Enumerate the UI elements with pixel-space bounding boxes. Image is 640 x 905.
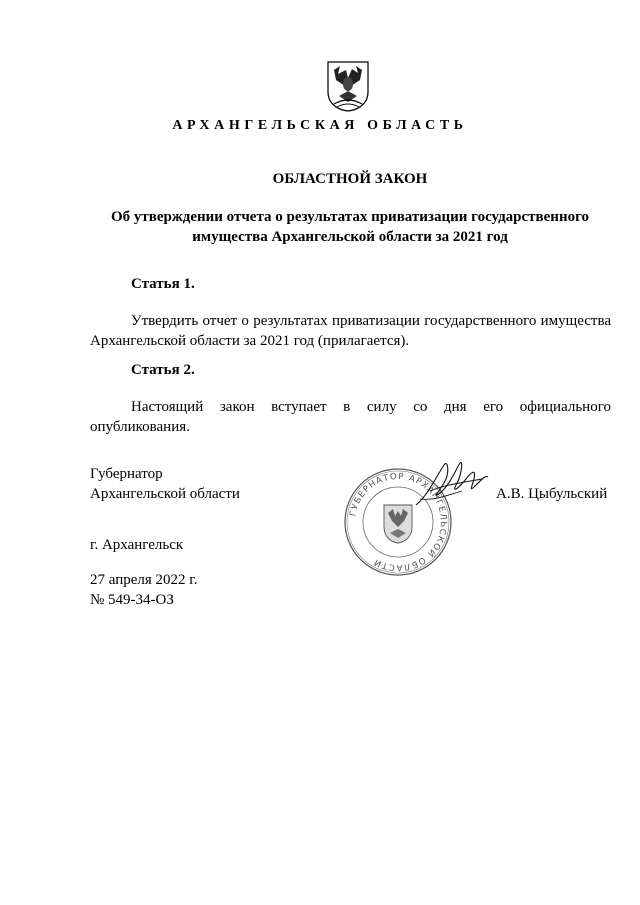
article-1-text: Утвердить отчет о результатах приватизации государственного имущества Архангельской области за 2021 год (прилагается).	[90, 313, 611, 349]
signatory-name: А.В. Цыбульский	[496, 486, 608, 502]
region-title: АРХАНГЕЛЬСКАЯ ОБЛАСТЬ	[172, 118, 468, 133]
signatory-position-line1: Губернатор	[90, 466, 163, 482]
signatory-position-line2: Архангельской области	[90, 486, 240, 502]
article-2-heading: Статья 2.	[131, 362, 195, 378]
place-of-signing: г. Архангельск	[90, 537, 184, 553]
signature-mark	[410, 455, 495, 515]
article-1-heading: Статья 1.	[131, 276, 195, 292]
coat-of-arms-icon	[326, 60, 370, 112]
signing-date: 27 апреля 2022 г.	[90, 572, 198, 588]
document-type: ОБЛАСТНОЙ ЗАКОН	[272, 171, 428, 187]
law-number: № 549-34-ОЗ	[90, 592, 174, 608]
seal-text: ГУБЕРНАТОР АРХАНГЕЛЬСКОЙ ОБЛАСТИ	[348, 471, 449, 573]
law-title: Об утверждении отчета о результатах приватизации государственного имущества Архангельской области за 2021 год	[110, 209, 590, 245]
article-2-text: Настоящий закон вступает в силу со дня его официального опубликования.	[90, 399, 611, 435]
